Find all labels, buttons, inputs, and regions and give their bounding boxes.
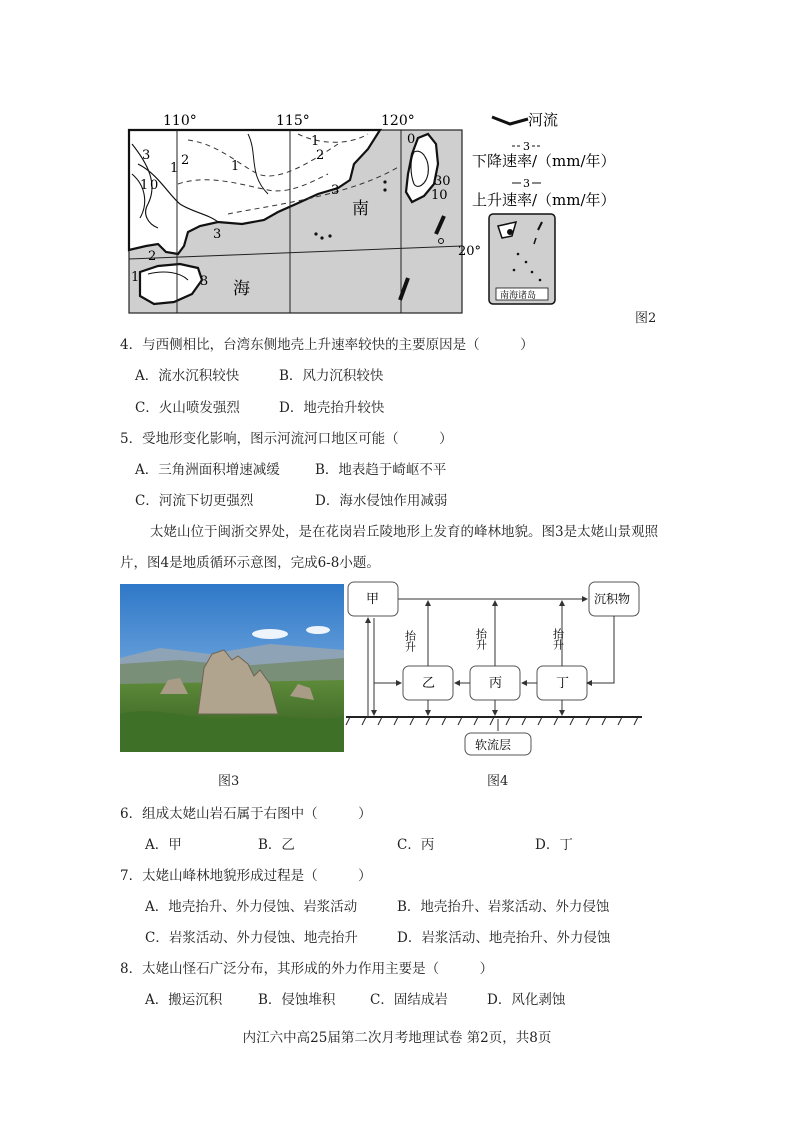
island-dot — [513, 269, 516, 272]
box-jia-label: 甲 — [366, 592, 380, 607]
question-6-option-d: D．丁 — [535, 837, 573, 853]
uplift-label: 抬升 — [403, 630, 417, 652]
uplift-label: 抬升 — [551, 628, 565, 650]
legend-rise-value: 3 — [523, 177, 530, 190]
question-8-option-d: D．风化剥蚀 — [487, 992, 566, 1008]
island-dot — [383, 180, 386, 183]
contour-label: 3 — [331, 183, 340, 198]
longitude-115: 115° — [276, 113, 310, 129]
cloud — [252, 629, 288, 639]
question-7-stem: 7．太姥山峰林地貌形成过程是（ ） — [120, 868, 372, 884]
question-8-stem: 8．太姥山怪石广泛分布，其形成的外力作用主要是（ ） — [120, 961, 494, 977]
arrow-sediment-to-ding — [587, 616, 614, 683]
island-dot — [320, 236, 323, 239]
uplift-label: 抬升 — [474, 628, 488, 650]
question-4-option-d: D．地壳抬升较快 — [279, 400, 385, 416]
contour-label: 1 — [170, 161, 179, 176]
question-8-option-b: B．侵蚀堆积 — [258, 992, 336, 1008]
contour-label: 1 — [311, 134, 320, 149]
question-4-stem: 4．与西侧相比，台湾东侧地壳上升速率较快的主要原因是（ ） — [120, 337, 534, 353]
figure-2-caption: 图2 — [635, 311, 657, 326]
cloud — [306, 626, 330, 634]
south-china-sea-map — [118, 104, 658, 319]
river-legend-icon — [492, 117, 528, 124]
geologic-cycle-diagram — [344, 578, 644, 758]
contour-label: 1 — [231, 159, 240, 174]
contour-label: 30 — [434, 174, 451, 189]
question-4-option-c: C．火山喷发强烈 — [135, 400, 240, 416]
inset-label: 南海诸岛 — [500, 291, 537, 301]
contour-label: 3 — [213, 227, 222, 242]
figure-4-diagram — [344, 578, 644, 758]
sea-name-char: 南 — [352, 199, 369, 219]
contour-label: 1 — [131, 270, 140, 285]
contour-label: 3 — [200, 274, 209, 289]
island-dot — [314, 232, 317, 235]
figure-4-caption: 图4 — [487, 774, 509, 789]
box-yi-label: 乙 — [422, 676, 436, 691]
island-dot — [383, 188, 386, 191]
contour-label: 2 — [316, 148, 325, 163]
question-7-option-b: B．地壳抬升、岩浆活动、外力侵蚀 — [397, 899, 610, 915]
question-7-option-a: A．地壳抬升、外力侵蚀、岩浆活动 — [145, 899, 358, 915]
longitude-110: 110° — [163, 113, 197, 129]
figure-2 — [118, 104, 658, 319]
contour-label: 2 — [181, 153, 190, 168]
legend-sink-value: 3 — [523, 140, 530, 153]
intro-line-1: 太姥山位于闽浙交界处，是在花岗岩丘陵地形上发育的峰林地貌。图3是太姥山景观照 — [150, 524, 659, 540]
question-7-option-d: D．岩浆活动、地壳抬升、外力侵蚀 — [397, 930, 611, 946]
ground-hatching — [346, 717, 638, 725]
box-ding-label: 丁 — [556, 676, 570, 691]
question-6-option-a: A．甲 — [145, 837, 182, 853]
latitude-20: 20° — [458, 244, 482, 259]
contour-label: 0 — [407, 132, 416, 147]
question-7-option-c: C．岩浆活动、外力侵蚀、地壳抬升 — [145, 930, 358, 946]
box-sediment-label: 沉积物 — [594, 592, 631, 606]
question-5-option-d: D．海水侵蚀作用减弱 — [315, 493, 448, 509]
island-dot — [525, 261, 528, 264]
question-5-option-b: B．地表趋于崎岖不平 — [315, 462, 447, 478]
island-dot — [507, 229, 513, 235]
island-dot — [531, 271, 534, 274]
sea-name-char: 海 — [233, 279, 250, 299]
contour-label: 2 — [148, 249, 157, 264]
island-dot — [539, 279, 542, 282]
contour-label: 10 — [431, 188, 448, 203]
mountain-landscape-photo — [120, 584, 344, 752]
question-8-option-a: A．搬运沉积 — [145, 992, 223, 1008]
legend-river: 河流 — [528, 111, 559, 129]
intro-line-2: 片，图4是地质循环示意图，完成6-8小题。 — [120, 555, 380, 571]
contour-label: 1 — [140, 178, 149, 193]
contour-label: 0 — [150, 178, 159, 193]
question-6-stem: 6．组成太姥山岩石属于右图中（ ） — [120, 806, 372, 822]
contour-label: 3 — [142, 148, 151, 163]
question-6-option-b: B．乙 — [258, 837, 295, 853]
question-4-option-a: A．流水沉积较快 — [135, 368, 240, 384]
island-dot — [517, 253, 520, 256]
question-8-option-c: C．固结成岩 — [370, 992, 448, 1008]
legend-sink-label: 下降速率/（mm/年） — [472, 152, 616, 170]
page-footer: 内江六中高25届第二次月考地理试卷 第2页，共8页 — [242, 1030, 552, 1046]
question-4-option-b: B．风力沉积较快 — [279, 368, 384, 384]
legend-rise-label: 上升速率/（mm/年） — [472, 191, 616, 209]
question-5-option-c: C．河流下切更强烈 — [135, 493, 254, 509]
box-asthenosphere-label: 软流层 — [475, 738, 512, 752]
question-5-stem: 5．受地形变化影响，图示河流河口地区可能（ ） — [120, 431, 453, 447]
question-6-option-c: C．丙 — [397, 837, 435, 853]
island-dot — [328, 234, 331, 237]
longitude-120: 120° — [381, 113, 415, 129]
figure-3-photo — [120, 584, 344, 752]
question-5-option-a: A．三角洲面积增速减缓 — [135, 462, 280, 478]
box-bing-label: 丙 — [489, 676, 503, 691]
figure-3-caption: 图3 — [218, 774, 240, 789]
